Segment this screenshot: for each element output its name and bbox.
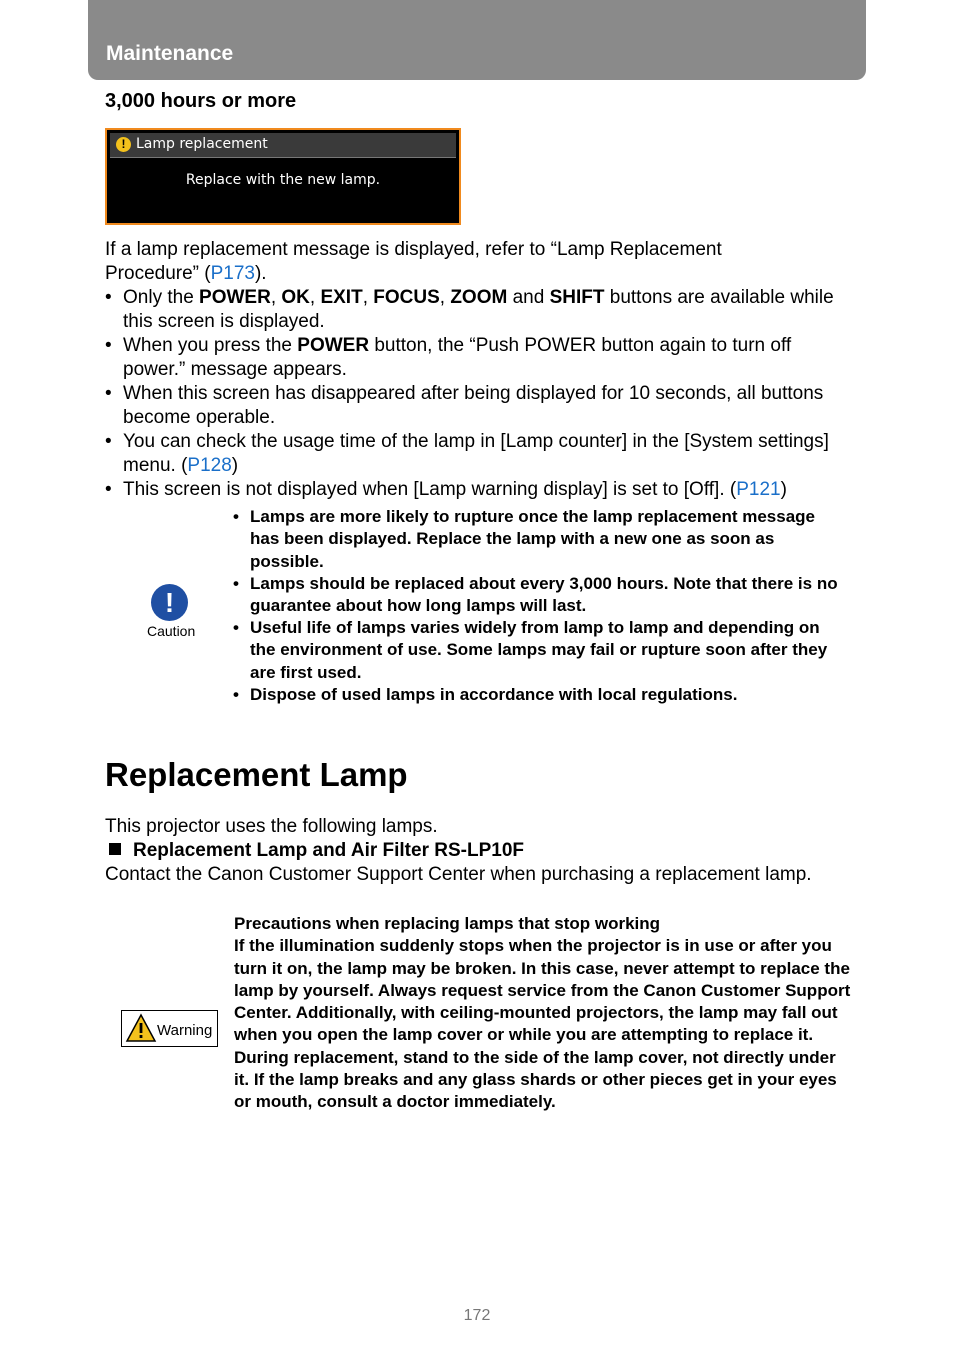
intro-text: If a lamp replacement message is displayed, refer to “Lamp Replacement: [105, 239, 722, 260]
caution-label: Caution: [147, 623, 196, 639]
warning-body: If the illumination suddenly stops when the projector is in use or after you turn it on, the lamp may be broken. In this case, never attempt to replace the lamp by yourself. Always request service from the Canon Customer Support Center. Additionally, with ceiling-mounted projectors, the lamp may fall out when you open the lamp cover or while you are attempting to replace it. During replacement, stand to the side of the lamp cover, not directly under it. If the lamp breaks and any glass shards or other pieces get in your eyes or mouth, consult a doctor immediately.: [234, 936, 851, 1112]
page-header: [88, 0, 866, 80]
caution-item: • Lamps are more likely to rupture once the lamp replacement message has been displayed. Replace the lamp with a new one as soon as possible.: [233, 507, 815, 571]
osd-message: Replace with the new lamp.: [185, 172, 381, 188]
exclamation-icon: !: [116, 137, 131, 152]
square-bullet-icon: [109, 843, 121, 855]
list-item: • You can check the usage time of the lamp in [Lamp counter] in the [System settings] menu. (P128): [105, 431, 829, 476]
warning-heading: Precautions when replacing lamps that stop working: [234, 914, 661, 933]
bullet-dot: •: [105, 479, 112, 500]
section-title: Maintenance: [106, 42, 234, 65]
intro-paragraph: [105, 238, 845, 286]
caution-item: • Useful life of lamps varies widely from lamp to lamp and depending on the environment of use. Some lamps may fail or rupture soon after they are first used.: [233, 618, 828, 682]
list-item: • This screen is not displayed when [Lamp warning display] is set to [Off]. (P121): [105, 479, 787, 500]
warning-label: Warning: [157, 1022, 213, 1039]
osd-title: Lamp replacement: [136, 136, 268, 152]
body-text: Contact the Canon Customer Support Center when purchasing a replacement lamp.: [105, 864, 812, 885]
bullet-dot: •: [105, 287, 112, 308]
list-item: • Only the POWER, OK, EXIT, FOCUS, ZOOM and SHIFT buttons are available while this screen is displayed.: [105, 287, 834, 332]
bullet-dot: •: [105, 335, 112, 356]
section-heading: Replacement Lamp: [105, 756, 408, 793]
body-text: This projector uses the following lamps.: [105, 816, 438, 837]
page-number: 172: [463, 1307, 491, 1324]
caution-item: • Lamps should be replaced about every 3,000 hours. Note that there is no guarantee about how long lamps will last.: [233, 574, 838, 616]
product-line: Replacement Lamp and Air Filter RS-LP10F: [105, 839, 524, 863]
warning-text: [234, 913, 854, 1114]
list-item: • When you press the POWER button, the “Push POWER button again to turn off power.” message appears.: [105, 335, 792, 380]
osd-titlebar: [110, 133, 456, 158]
lamp-replacement-screen: [105, 128, 461, 225]
link-p128[interactable]: P128: [187, 455, 232, 476]
warning-badge: [121, 1010, 218, 1047]
warning-triangle-icon: [125, 1013, 157, 1043]
intro-text: ).: [254, 263, 267, 284]
link-p121[interactable]: P121: [736, 479, 781, 500]
subheading: 3,000 hours or more: [105, 90, 297, 112]
list-item: • When this screen has disappeared after being displayed for 10 seconds, all buttons become operable.: [105, 383, 824, 428]
link-p173[interactable]: P173: [210, 263, 255, 284]
intro-text: Procedure” (: [105, 263, 211, 284]
bullet-dot: •: [105, 383, 112, 404]
caution-item: • Dispose of used lamps in accordance with local regulations.: [233, 685, 738, 704]
caution-icon: !: [151, 584, 188, 621]
bullet-dot: •: [105, 431, 112, 452]
